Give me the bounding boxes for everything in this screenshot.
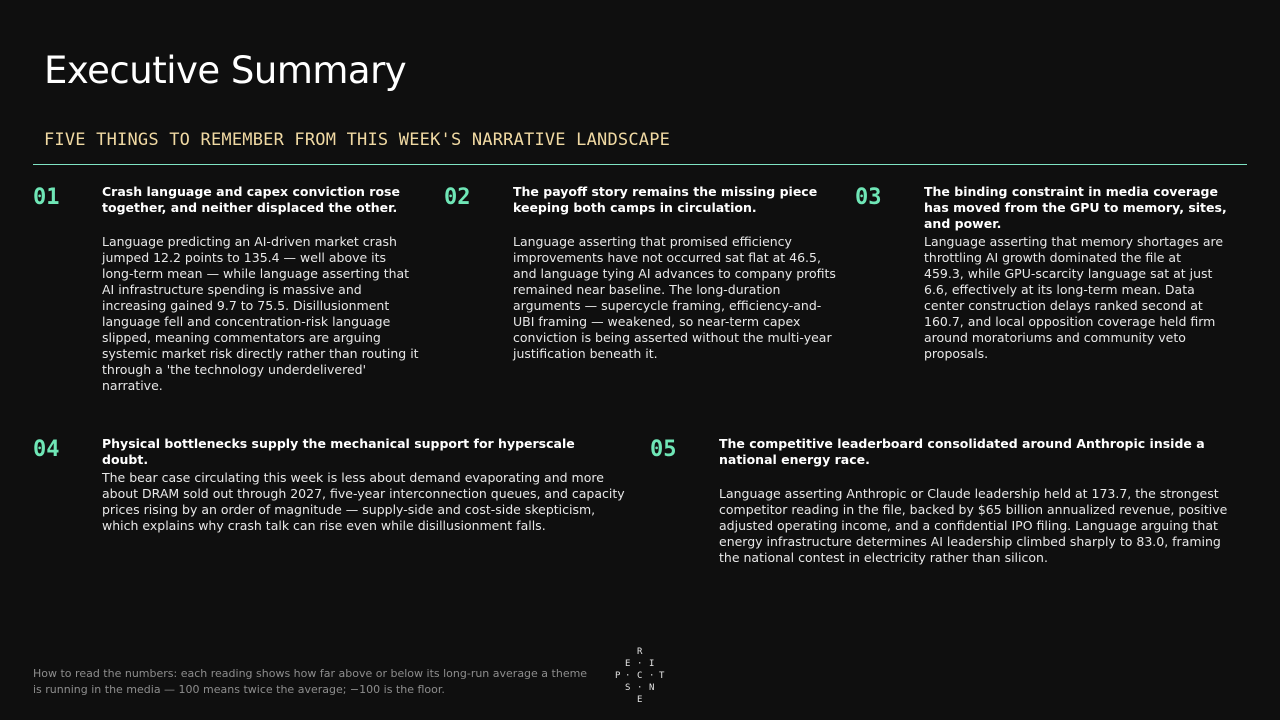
item-heading: Physical bottlenecks supply the mechanical support for hyperscale doubt.	[102, 436, 575, 467]
footnote: How to read the numbers: each reading shows how far above or below its long-run average a theme is running in the media — 100 means twice the average; −100 is the floor.	[33, 667, 588, 696]
section-divider	[33, 164, 1247, 165]
logo-dot: ·	[649, 671, 655, 681]
page-title: Executive Summary	[44, 49, 407, 92]
logo-letter: C	[637, 671, 643, 681]
logo-letter: E	[625, 659, 631, 669]
logo-letter: T	[659, 671, 665, 681]
page-subtitle: FIVE THINGS TO REMEMBER FROM THIS WEEK'S NARRATIVE LANDSCAPE	[44, 130, 671, 150]
item-number: 05	[650, 437, 677, 462]
item-body: The bear case circulating this week is less about demand evaporating and more about DRAM sold out through 2027, five-year interconnection queues, and capacity prices rising by an order of magnitude — supply-side and cost-side skepticism, which explains why crash talk can rise even while disillusionment falls.	[102, 470, 625, 533]
logo-dot: ·	[637, 683, 643, 693]
item-number: 02	[444, 185, 471, 210]
item-body: Language predicting an AI-driven market crash jumped 12.2 points to 135.4 — well above its long-term mean — while language asserting that AI infrastructure spending is massive and increasing gained 9.7 to 75.5. Disillusionment language fell and concentration-risk language slipped, meaning commentators are arguing systemic market risk directly rather than routing it through a 'the technology underdelivered' narrative.	[102, 234, 419, 393]
logo-letter: I	[649, 659, 655, 669]
item-heading: The payoff story remains the missing piece keeping both camps in circulation.	[513, 184, 818, 215]
item-number: 03	[855, 185, 882, 210]
item-heading: Crash language and capex conviction rose together, and neither displaced the other.	[102, 184, 400, 215]
item-body: Language asserting that promised efficiency improvements have not occurred sat flat at 46.5, and language tying AI advances to company profits remained near baseline. The long-duration arguments — supercycle framing, efficiency-and-UBI framing — weakened, so near-term capex conviction is being asserted without the multi-year justification beneath it.	[513, 234, 836, 361]
item-number: 01	[33, 185, 60, 210]
logo-letter: E	[637, 695, 643, 705]
item-heading: The competitive leaderboard consolidated around Anthropic inside a national energy race.	[719, 436, 1205, 467]
item-number: 04	[33, 437, 60, 462]
item-body: Language asserting Anthropic or Claude leadership held at 173.7, the strongest competitor reading in the file, backed by $65 billion annualized revenue, positive adjusted operating income, and a confidential IPO filing. Language arguing that energy infrastructure determines AI leadership climbed sharply to 83.0, framing the national contest in electricity rather than silicon.	[719, 486, 1228, 565]
item-heading: The binding constraint in media coverage has moved from the GPU to memory, sites, and power.	[924, 184, 1227, 231]
summary-item-05	[650, 436, 1250, 576]
summary-item-04	[33, 436, 633, 556]
summary-item-03	[855, 184, 1250, 394]
brand-logo	[608, 640, 668, 710]
logo-letter: R	[637, 647, 643, 657]
item-body: Language asserting that memory shortages are throttling AI growth dominated the file at 459.3, while GPU-scarcity language sat at just 6.6, effectively at its long-term mean. Data center construction delays ranked second at 160.7, and local opposition coverage held firm around moratoriums and community veto proposals.	[924, 234, 1224, 361]
logo-dot: ·	[637, 659, 643, 669]
summary-item-01	[33, 184, 423, 394]
logo-dot: ·	[625, 671, 631, 681]
logo-letter: N	[649, 683, 655, 693]
logo-letter: P	[615, 671, 621, 681]
summary-item-02	[444, 184, 839, 394]
logo-letter: S	[625, 683, 631, 693]
